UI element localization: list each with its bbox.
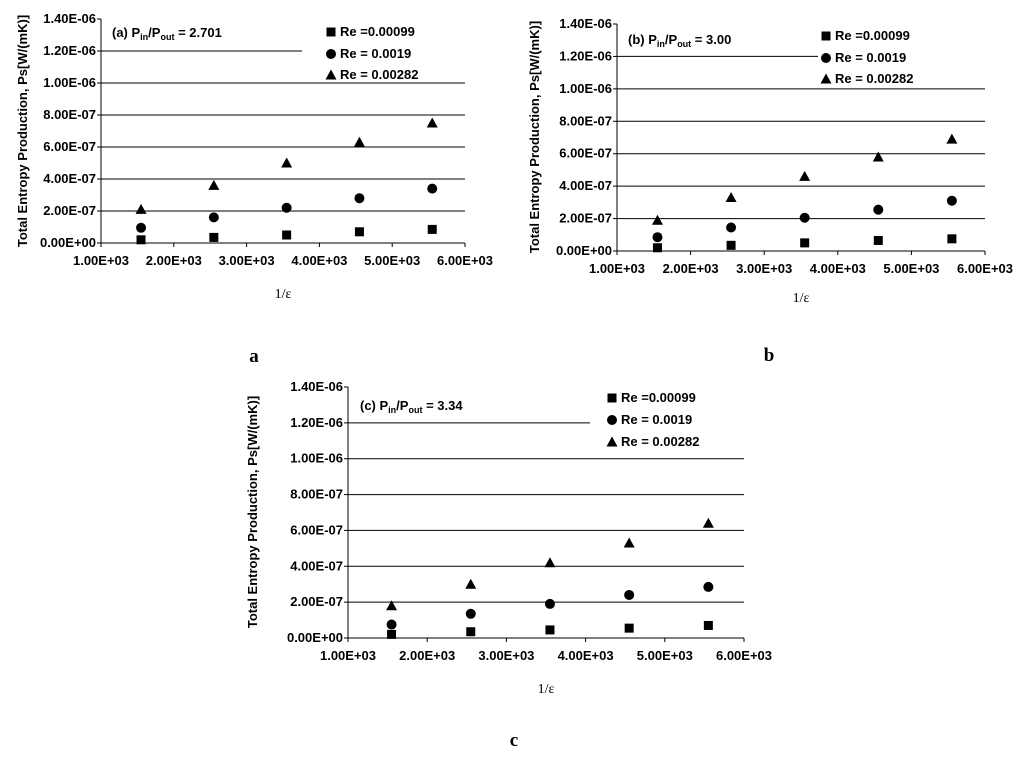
legend-label: Re =0.00099 xyxy=(621,390,696,405)
y-tick-label: 2.00E-07 xyxy=(290,594,343,610)
y-tick-label: 6.00E-07 xyxy=(559,145,612,161)
x-tick-label: 2.00E+03 xyxy=(662,261,719,276)
data-point-circle xyxy=(282,203,292,213)
data-point-square xyxy=(466,627,475,636)
legend-label: Re = 0.0019 xyxy=(621,412,693,427)
legend-marker-square xyxy=(608,394,617,403)
panel-caption: a xyxy=(249,346,259,367)
y-tick-label: 1.00E-06 xyxy=(559,80,612,96)
data-point-triangle xyxy=(354,137,365,147)
x-axis-label: 1/ε xyxy=(274,287,292,302)
data-point-square xyxy=(653,243,662,252)
data-point-square xyxy=(209,233,218,242)
x-tick-label: 4.00E+03 xyxy=(557,648,614,663)
data-point-triangle xyxy=(873,151,884,161)
y-axis-label: Total Entropy Production, Ps[W/(mK)] xyxy=(527,20,542,254)
data-point-triangle xyxy=(726,192,737,202)
data-point-triangle xyxy=(427,118,438,128)
data-point-circle xyxy=(947,196,957,206)
chart-panel-c xyxy=(245,379,772,751)
x-tick-label: 5.00E+03 xyxy=(883,261,940,276)
data-point-circle xyxy=(354,193,364,203)
data-point-triangle xyxy=(799,171,810,181)
x-tick-label: 3.00E+03 xyxy=(736,261,793,276)
x-axis-label: 1/ε xyxy=(792,291,810,306)
y-axis-label: Total Entropy Production, Ps[W/(mK)] xyxy=(15,14,30,248)
data-point-triangle xyxy=(946,134,957,144)
x-tick-label: 5.00E+03 xyxy=(636,648,693,663)
data-point-square xyxy=(704,621,713,630)
data-point-triangle xyxy=(136,204,147,214)
x-tick-label: 3.00E+03 xyxy=(478,648,535,663)
data-point-square xyxy=(727,241,736,250)
legend-marker-circle xyxy=(607,415,617,425)
legend-label: Re = 0.00282 xyxy=(835,71,914,86)
panel-caption: b xyxy=(763,345,775,366)
data-point-square xyxy=(874,236,883,245)
data-point-square xyxy=(800,238,809,247)
x-tick-label: 1.00E+03 xyxy=(72,253,130,268)
y-tick-label: 6.00E-07 xyxy=(290,522,343,538)
y-tick-label: 1.00E-06 xyxy=(43,75,96,90)
data-point-circle xyxy=(427,184,437,194)
y-tick-label: 6.00E-07 xyxy=(43,139,96,154)
y-tick-label: 1.20E-06 xyxy=(559,48,612,64)
y-tick-label: 1.20E-06 xyxy=(43,43,96,58)
x-tick-label: 2.00E+03 xyxy=(145,253,202,268)
data-point-circle xyxy=(652,232,662,242)
panel-title: (a) $P_{in}/P_{out} = 2.701$ xyxy=(112,25,222,42)
panel-caption: c xyxy=(509,730,519,751)
panel-title: (b) $P_{in}/P_{out} = 3.00$ xyxy=(628,32,732,49)
y-tick-label: 4.00E-07 xyxy=(43,171,96,186)
data-point-circle xyxy=(545,599,555,609)
data-point-square xyxy=(428,225,437,234)
data-point-triangle xyxy=(281,158,292,168)
legend xyxy=(326,24,419,82)
x-axis-label: 1/ε xyxy=(537,682,555,697)
y-tick-label: 1.00E-06 xyxy=(290,450,343,466)
data-point-triangle xyxy=(465,579,476,589)
x-tick-label: 6.00E+03 xyxy=(715,648,773,663)
y-tick-label: 1.40E-06 xyxy=(559,16,612,31)
y-tick-label: 4.00E-07 xyxy=(559,178,612,194)
y-tick-label: 8.00E-07 xyxy=(290,486,343,502)
y-tick-label: 0.00E+00 xyxy=(555,243,612,258)
data-point-triangle xyxy=(544,557,555,567)
data-point-circle xyxy=(703,582,713,592)
y-tick-label: 1.20E-06 xyxy=(290,414,343,430)
data-point-square xyxy=(947,234,956,243)
data-point-circle xyxy=(209,212,219,222)
legend-label: Re =0.00099 xyxy=(340,24,415,39)
x-tick-label: 2.00E+03 xyxy=(399,648,456,663)
data-point-square xyxy=(545,625,554,634)
data-point-triangle xyxy=(652,215,663,225)
legend-marker-square xyxy=(822,32,831,41)
data-point-circle xyxy=(387,620,397,630)
x-tick-label: 5.00E+03 xyxy=(364,253,421,268)
data-point-circle xyxy=(466,609,476,619)
data-point-square xyxy=(625,624,634,633)
data-point-circle xyxy=(624,590,634,600)
data-point-square xyxy=(282,231,291,240)
legend-label: Re = 0.00282 xyxy=(621,434,700,449)
panel-title: (c) $P_{in}/P_{out} = 3.34$ xyxy=(360,398,463,415)
data-point-circle xyxy=(726,222,736,232)
x-tick-label: 4.00E+03 xyxy=(291,253,348,268)
y-tick-label: 1.40E-06 xyxy=(290,379,343,394)
legend-marker-triangle xyxy=(326,70,337,80)
y-tick-label: 2.00E-07 xyxy=(43,203,96,218)
data-point-square xyxy=(355,227,364,236)
legend-marker-circle xyxy=(326,49,336,59)
legend-label: Re = 0.0019 xyxy=(835,50,907,65)
chart-panel-b xyxy=(527,16,1013,366)
x-tick-label: 6.00E+03 xyxy=(956,261,1014,276)
legend-label: Re = 0.0019 xyxy=(340,46,412,61)
y-axis-label: Total Entropy Production, Ps[W/(mK)] xyxy=(245,395,260,629)
data-point-circle xyxy=(800,213,810,223)
y-tick-label: 2.00E-07 xyxy=(559,210,612,226)
y-tick-label: 4.00E-07 xyxy=(290,558,343,574)
data-point-triangle xyxy=(624,537,635,547)
legend-label: Re =0.00099 xyxy=(835,28,910,43)
y-tick-label: 0.00E+00 xyxy=(39,235,96,250)
x-tick-label: 6.00E+03 xyxy=(436,253,494,268)
x-tick-label: 3.00E+03 xyxy=(218,253,275,268)
y-tick-label: 1.40E-06 xyxy=(43,11,96,26)
legend-marker-triangle xyxy=(607,437,618,447)
legend-label: Re = 0.00282 xyxy=(340,67,419,82)
legend-marker-square xyxy=(327,28,336,37)
data-point-square xyxy=(137,235,146,244)
data-point-circle xyxy=(136,223,146,233)
data-point-square xyxy=(387,630,396,639)
chart-panel-a xyxy=(15,11,493,367)
x-tick-label: 1.00E+03 xyxy=(588,261,646,276)
legend-marker-triangle xyxy=(821,74,832,84)
legend xyxy=(821,28,914,86)
y-tick-label: 0.00E+00 xyxy=(286,630,343,645)
y-tick-label: 8.00E-07 xyxy=(43,107,96,122)
y-tick-label: 8.00E-07 xyxy=(559,113,612,129)
x-tick-label: 1.00E+03 xyxy=(319,648,377,663)
legend-marker-circle xyxy=(821,53,831,63)
x-tick-label: 4.00E+03 xyxy=(809,261,866,276)
legend xyxy=(607,390,700,449)
data-point-triangle xyxy=(703,518,714,528)
data-point-triangle xyxy=(208,180,219,190)
data-point-circle xyxy=(873,205,883,215)
